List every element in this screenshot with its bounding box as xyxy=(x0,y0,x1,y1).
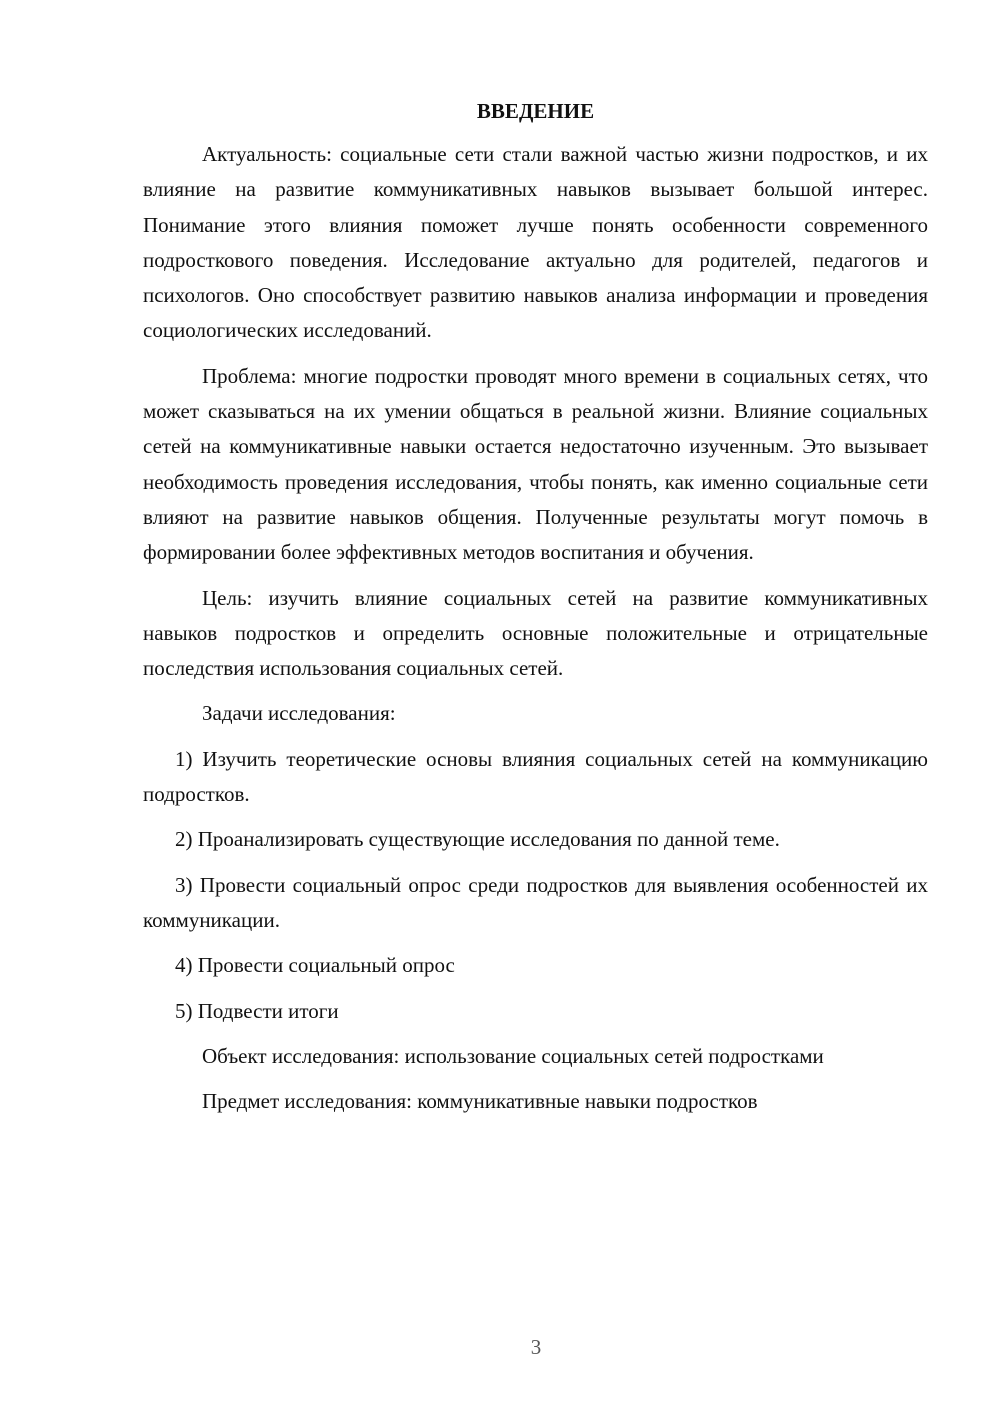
page-number: 3 xyxy=(530,1335,542,1359)
goal-paragraph: Цель: изучить влияние социальных сетей на развитие коммуникативных навыков подростков и определить основные положительные и отрицательные последствия использования социальных сетей. xyxy=(143,585,928,681)
list-item: 1) Изучить теоретические основы влияния социальных сетей на коммуникацию подростков. xyxy=(143,746,928,807)
subject-paragraph: Предмет исследования: коммуникативные навыки подростков xyxy=(202,1089,758,1114)
relevance-paragraph: Актуальность: социальные сети стали важной частью жизни подростков, и их влияние на развитие коммуникативных навыков вызывает большой интерес. Понимание этого влияния поможет лучше понять особенности современного подросткового поведения. Исследование актуально для родителей, педагогов и психологов. Оно способствует развитию навыков анализа информации и проведения социологических исследований. xyxy=(143,142,928,343)
list-item: 5) Подвести итоги xyxy=(175,998,339,1023)
page-title: ВВЕДЕНИЕ xyxy=(476,99,595,123)
problem-paragraph: Проблема: многие подростки проводят много времени в социальных сетях, что может сказываться на их умении общаться в реальной жизни. Влияние социальных сетей на коммуникативные навыки остается недостаточно изученным. Это вызывает необходимость проведения исследования, чтобы понять, как именно социальные сети влияют на развитие навыков общения. Полученные результаты могут помочь в формировании более эффективных методов воспитания и обучения. xyxy=(143,363,928,565)
object-paragraph: Объект исследования: использование социальных сетей подростками xyxy=(202,1043,824,1068)
tasks-list xyxy=(143,742,928,1029)
list-item: 3) Провести социальный опрос среди подростков для выявления особенностей их коммуникации. xyxy=(143,872,928,932)
list-item: 2) Проанализировать существующие исследования по данной теме. xyxy=(175,827,780,852)
document-page xyxy=(143,96,928,1129)
tasks-heading: Задачи исследования: xyxy=(202,701,396,726)
list-item: 4) Провести социальный опрос xyxy=(175,953,455,978)
